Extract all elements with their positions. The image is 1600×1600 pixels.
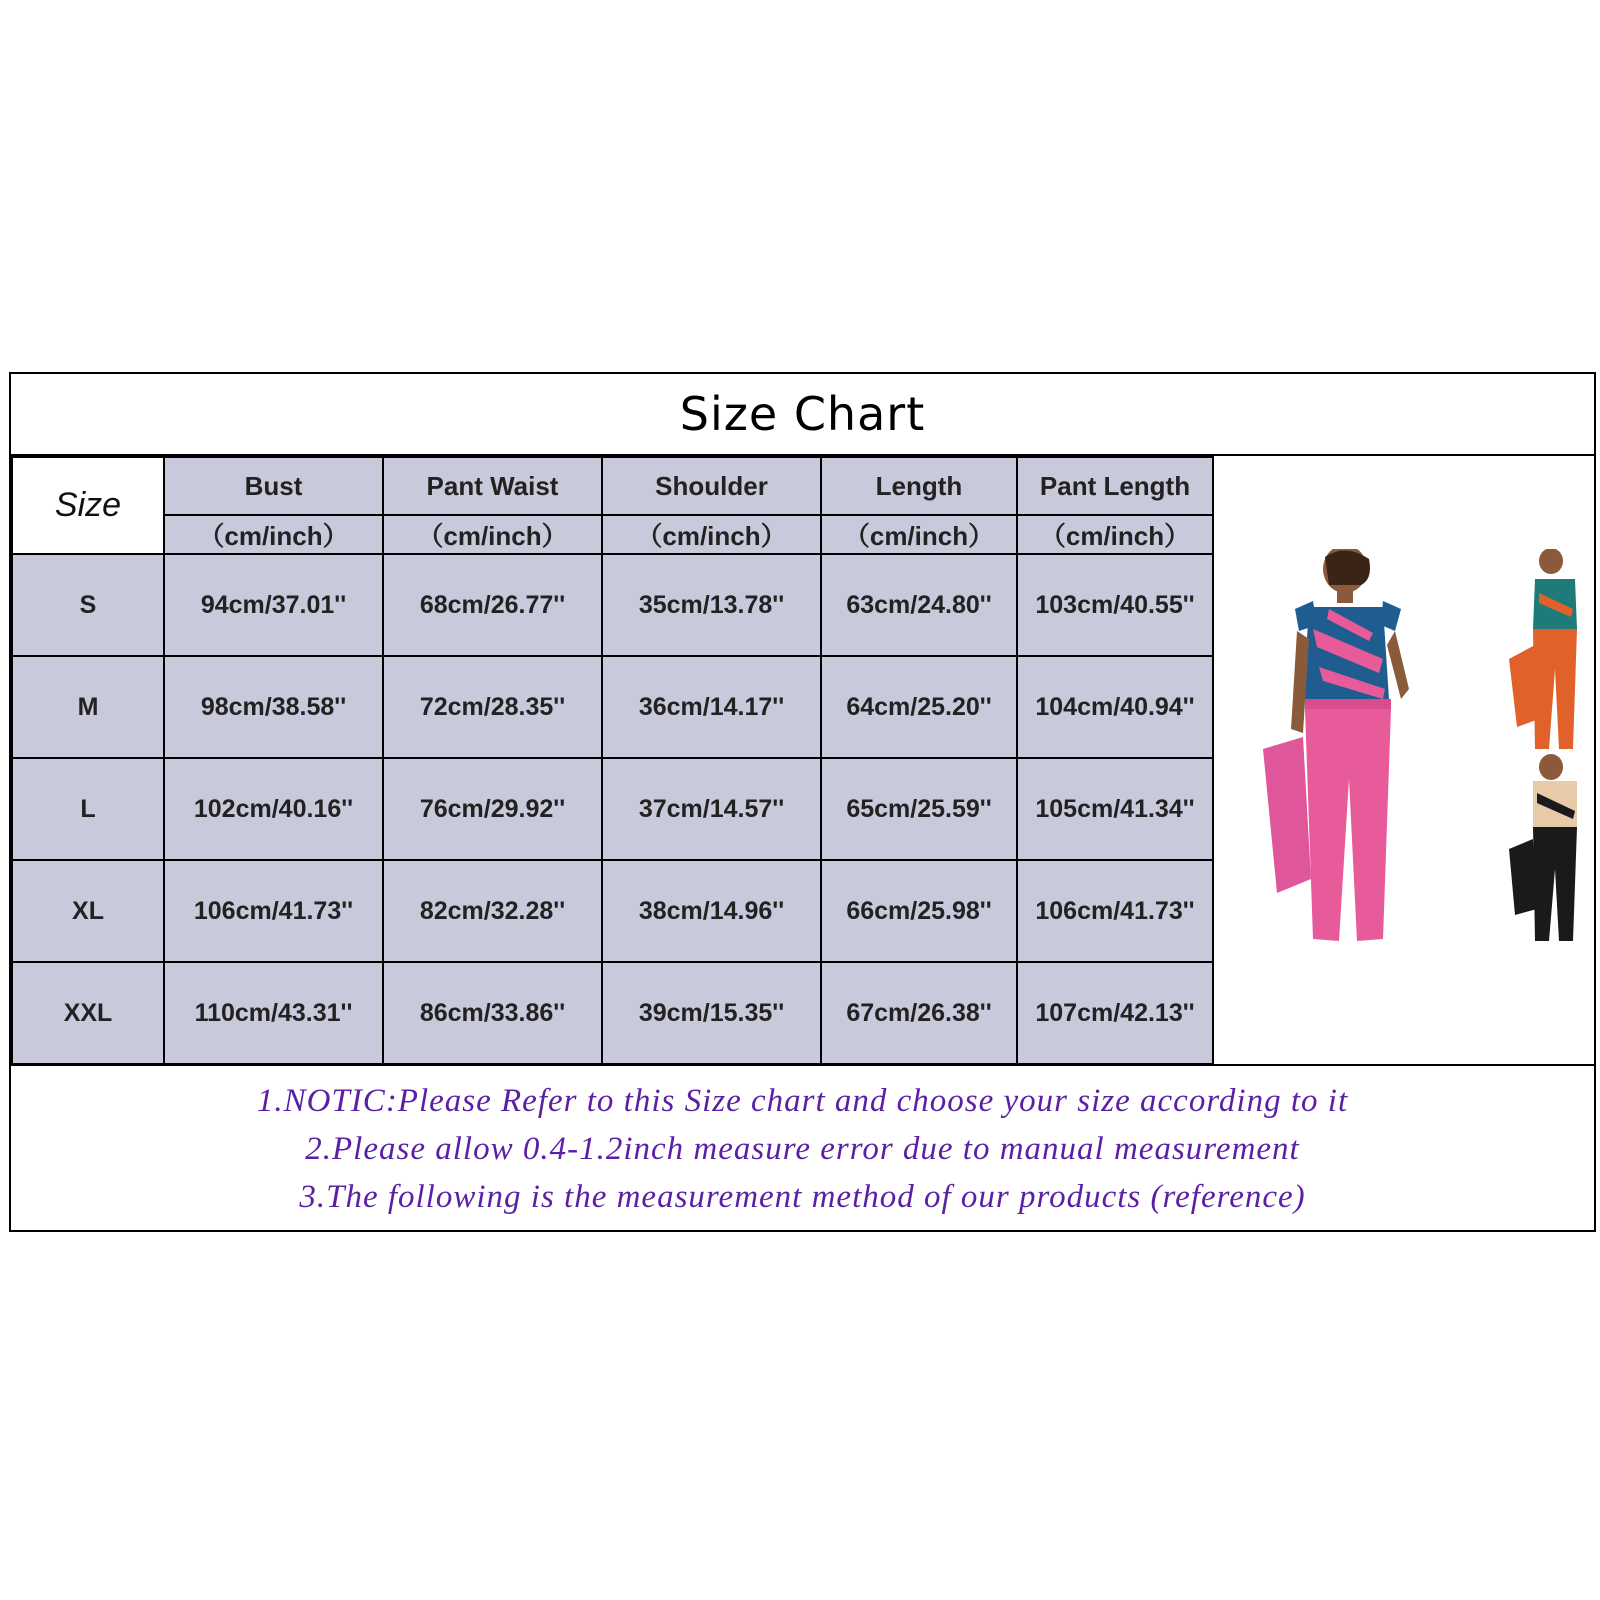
model-black-illustration [1509, 754, 1577, 941]
table-cell: 110cm/43.31'' [164, 962, 383, 1064]
table-cell: 72cm/28.35'' [383, 656, 602, 758]
table-cell: 102cm/40.16'' [164, 758, 383, 860]
col-unit-pant-waist: （cm/inch） [383, 515, 602, 554]
table-cell: 39cm/15.35'' [602, 962, 821, 1064]
col-unit-bust: （cm/inch） [164, 515, 383, 554]
note-line-2: 2.Please allow 0.4-1.2inch measure error due to manual measurement [305, 1131, 1300, 1167]
col-header-length: Length [821, 457, 1017, 515]
table-cell: 103cm/40.55'' [1017, 554, 1213, 656]
size-label: XXL [12, 962, 164, 1064]
model-orange-illustration [1509, 549, 1577, 749]
table-cell: 36cm/14.17'' [602, 656, 821, 758]
table-cell: 94cm/37.01'' [164, 554, 383, 656]
size-header: Size [12, 457, 164, 554]
table-row [12, 656, 1213, 758]
notes-section [11, 1064, 1594, 1232]
table-cell: 105cm/41.34'' [1017, 758, 1213, 860]
model-main-illustration [1263, 549, 1409, 941]
table-cell: 86cm/33.86'' [383, 962, 602, 1064]
table-row [12, 962, 1213, 1064]
table-cell: 65cm/25.59'' [821, 758, 1017, 860]
table-cell: 37cm/14.57'' [602, 758, 821, 860]
note-line-3: 3.The following is the measurement method of our products (reference) [299, 1179, 1306, 1215]
product-model-photos [1233, 549, 1593, 959]
size-label: XL [12, 860, 164, 962]
table-cell: 64cm/25.20'' [821, 656, 1017, 758]
chart-title: Size Chart [11, 374, 1594, 456]
table-row [12, 860, 1213, 962]
table-cell: 98cm/38.58'' [164, 656, 383, 758]
col-header-bust: Bust [164, 457, 383, 515]
col-header-shoulder: Shoulder [602, 457, 821, 515]
size-table [11, 456, 1214, 1065]
table-row [12, 758, 1213, 860]
table-cell: 35cm/13.78'' [602, 554, 821, 656]
table-cell: 67cm/26.38'' [821, 962, 1017, 1064]
table-cell: 63cm/24.80'' [821, 554, 1017, 656]
table-cell: 104cm/40.94'' [1017, 656, 1213, 758]
size-chart-frame [9, 372, 1596, 1232]
note-line-1: 1.NOTIC:Please Refer to this Size chart and choose your size according to it [256, 1083, 1349, 1119]
size-label: S [12, 554, 164, 656]
table-cell: 38cm/14.96'' [602, 860, 821, 962]
col-unit-pant-length: （cm/inch） [1017, 515, 1213, 554]
table-cell: 76cm/29.92'' [383, 758, 602, 860]
col-unit-shoulder: （cm/inch） [602, 515, 821, 554]
table-cell: 82cm/32.28'' [383, 860, 602, 962]
col-header-pant-waist: Pant Waist [383, 457, 602, 515]
table-row [12, 554, 1213, 656]
size-label: L [12, 758, 164, 860]
table-cell: 66cm/25.98'' [821, 860, 1017, 962]
table-cell: 68cm/26.77'' [383, 554, 602, 656]
table-cell: 106cm/41.73'' [164, 860, 383, 962]
size-label: M [12, 656, 164, 758]
col-unit-length: （cm/inch） [821, 515, 1017, 554]
col-header-pant-length: Pant Length [1017, 457, 1213, 515]
table-cell: 106cm/41.73'' [1017, 860, 1213, 962]
table-cell: 107cm/42.13'' [1017, 962, 1213, 1064]
